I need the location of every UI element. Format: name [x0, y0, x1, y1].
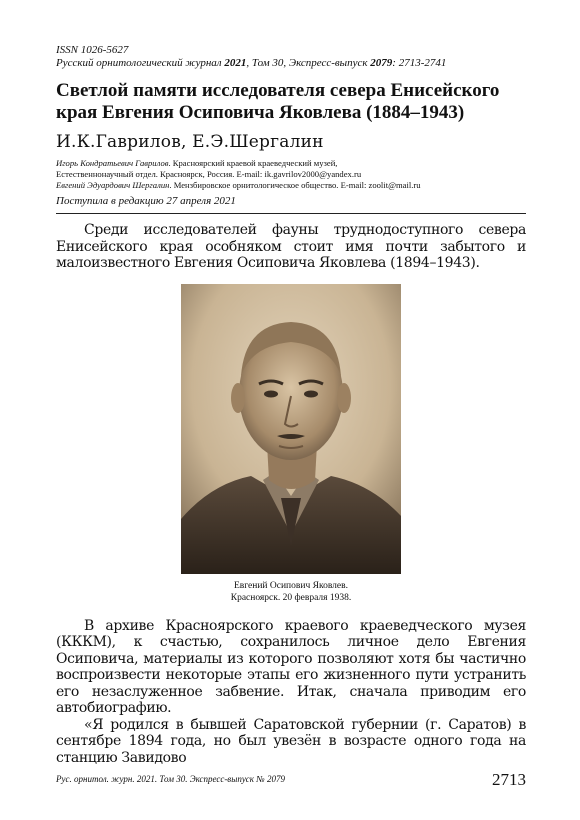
author-name: Игорь Кондратьевич Гаврилов — [56, 158, 169, 168]
footer-citation: Рус. орнитол. журн. 2021. Том 30. Экспресс-выпуск № 2079 — [56, 774, 285, 784]
affiliation-line — [56, 158, 526, 169]
article-title: Светлой памяти исследователя севера Енисейского края Евгения Осиповича Яковлева (1884–1943) — [56, 80, 500, 123]
intro-paragraph: Среди исследователей фауны труднодоступного севера Енисейского края особняком стоит имя почти забытого и малоизвестного Евгения Осиповича Яковлева (1894–1943). — [56, 222, 526, 271]
photo-caption — [56, 580, 526, 604]
affiliation-line — [56, 169, 526, 180]
affiliation-text: Естественнонаучный отдел. Красноярск, Россия. E-mail: ik.gavrilov2000@yandex.ru — [56, 169, 362, 179]
header-divider — [56, 213, 526, 214]
portrait-photo — [181, 284, 401, 574]
affiliations — [56, 158, 526, 191]
affiliation-text: . Красноярский краевой краеведческий музей, — [168, 158, 338, 168]
journal-name: Русский орнитологический журнал — [56, 57, 225, 69]
caption-line: Евгений Осипович Яковлев. — [233, 580, 349, 591]
journal-year: 2021 — [224, 57, 247, 69]
affiliation-text: . Мензбировское орнитологическое общество. E-mail: zoolit@mail.ru — [169, 180, 421, 190]
body-paragraph: «Я родился в бывшей Саратовской губернии (г. Саратов) в сентябре 1894 года, но был увезён в возрасте одного года на станцию Завидово — [56, 716, 526, 766]
affiliation-line — [56, 180, 526, 191]
journal-issue: 2079 — [370, 57, 393, 69]
body-paragraph: В архиве Красноярского краевого краеведческого музея (КККМ), к счастью, сохранилось личное дело Евгения Осиповича, материалы из которого позволяют хотя бы частично воспроизвести некоторые этапы его жизненного пути устранить его незаслуженное забвение. Итак, сначала приводим его автобиографию. — [56, 617, 526, 716]
received-date: Поступила в редакцию 27 апреля 2021 — [56, 195, 236, 207]
issn: ISSN 1026-5627 — [56, 44, 129, 56]
portrait-image — [181, 284, 401, 574]
authors: И.К.Гаврилов, Е.Э.Шергалин — [56, 132, 324, 152]
page-footer — [56, 766, 526, 790]
journal-pages: : 2713-2741 — [392, 57, 447, 69]
article-page — [56, 44, 526, 780]
page-number: 2713 — [492, 770, 526, 789]
author-name: Евгений Эдуардович Шергалин — [56, 180, 170, 190]
journal-citation — [56, 57, 526, 70]
journal-volume: , Том 30, Экспресс-выпуск — [246, 57, 371, 69]
caption-line: Красноярск. 20 февраля 1938. — [230, 592, 352, 603]
